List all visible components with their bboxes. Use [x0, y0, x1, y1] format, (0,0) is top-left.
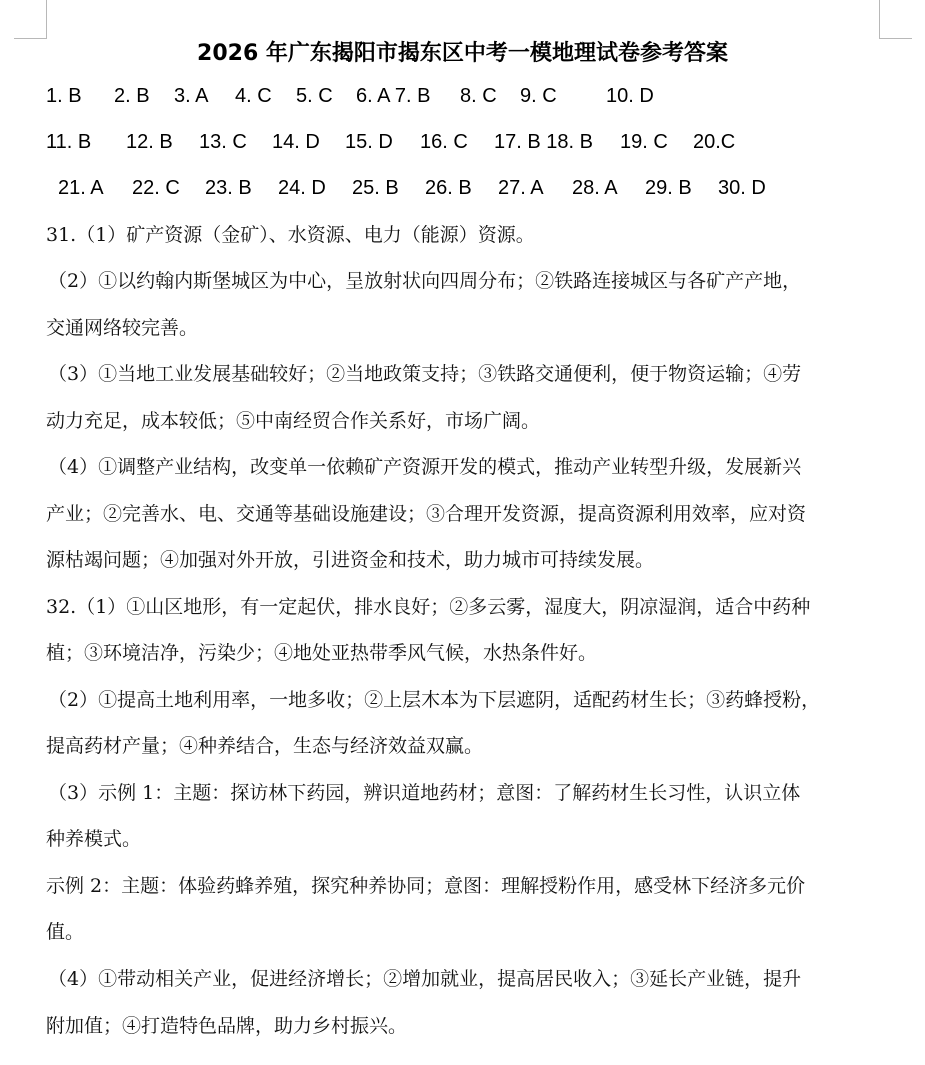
answer-32-part-3: （3）示例 1：主题：探访林下药园，辨识道地药材；意图：了解药材生长习性，认识立体 — [48, 782, 801, 804]
mc-answer: 13. C — [199, 131, 247, 153]
mc-answer: 22. C — [132, 177, 180, 199]
mc-answer: 30. D — [718, 177, 766, 199]
mc-answer: 21. A — [58, 177, 104, 199]
mc-answer: 24. D — [278, 177, 326, 199]
mc-answer: 16. C — [420, 131, 468, 153]
page-corner-mark-left — [14, 0, 47, 39]
mc-answer: 8. C — [460, 85, 497, 107]
page-title: 2026 年广东揭阳市揭东区中考一模地理试卷参考答案 — [197, 41, 728, 66]
answer-32-part-1: 32.（1）①山区地形，有一定起伏，排水良好；②多云雾，湿度大，阴凉湿润，适合中药种 — [46, 596, 811, 618]
mc-answer: 12. B — [126, 131, 173, 153]
mc-answer: 14. D — [272, 131, 320, 153]
answer-31-part-3-cont: 动力充足，成本较低；⑤中南经贸合作关系好，市场广阔。 — [46, 410, 541, 432]
answer-32-part-3-cont: 种养模式。 — [46, 828, 142, 850]
mc-answer: 11. B — [46, 131, 92, 153]
answer-31-part-2-cont: 交通网络较完善。 — [46, 317, 199, 339]
answer-32-part-3-example-2: 示例 2：主题：体验药蜂养殖，探究种养协同；意图：理解授粉作用，感受林下经济多元价 — [46, 875, 806, 897]
mc-answer: 23. B — [205, 177, 252, 199]
mc-answer: 1. B — [46, 85, 82, 107]
mc-answer: 20.C — [693, 131, 736, 153]
answer-31-part-4-cont: 产业；②完善水、电、交通等基础设施建设；③合理开发资源，提高资源利用效率，应对资 — [46, 503, 807, 525]
mc-answer: 9. C — [520, 85, 557, 107]
mc-answer: 10. D — [606, 85, 654, 107]
answer-32-part-4: （4）①带动相关产业，促进经济增长；②增加就业，提高居民收入；③延长产业链，提升 — [48, 968, 802, 990]
answer-31-part-1: 31.（1）矿产资源（金矿）、水资源、电力（能源）资源。 — [46, 224, 535, 246]
answer-32-part-2: （2）①提高土地利用率，一地多收；②上层木本为下层遮阴，适配药材生长；③药蜂授粉， — [48, 689, 821, 711]
answer-32-part-2-cont: 提高药材产量；④种养结合，生态与经济效益双赢。 — [46, 735, 484, 757]
mc-answer: 6. A 7. B — [356, 85, 431, 107]
answer-32-part-3-example-2-cont: 值。 — [46, 921, 85, 943]
mc-answer: 5. C — [296, 85, 333, 107]
mc-answer: 28. A — [572, 177, 618, 199]
answer-31-part-4-cont: 源枯竭问题；④加强对外开放，引进资金和技术，助力城市可持续发展。 — [46, 549, 655, 571]
mc-answer: 19. C — [620, 131, 668, 153]
mc-answer: 3. A — [174, 85, 209, 107]
answer-32-part-4-cont: 附加值；④打造特色品牌，助力乡村振兴。 — [46, 1015, 408, 1037]
mc-answer: 26. B — [425, 177, 472, 199]
mc-answer: 15. D — [345, 131, 393, 153]
mc-answer: 27. A — [498, 177, 544, 199]
mc-answer: 4. C — [235, 85, 272, 107]
mc-answer: 17. B 18. B — [494, 131, 593, 153]
answer-31-part-2: （2）①以约翰内斯堡城区为中心，呈放射状向四周分布；②铁路连接城区与各矿产产地， — [48, 270, 802, 292]
mc-answer: 25. B — [352, 177, 399, 199]
answer-31-part-4: （4）①调整产业结构，改变单一依赖矿产资源开发的模式，推动产业转型升级，发展新兴 — [48, 456, 802, 478]
mc-answer: 29. B — [645, 177, 692, 199]
mc-answer: 2. B — [114, 85, 150, 107]
answer-32-part-1-cont: 植；③环境洁净，污染少；④地处亚热带季风气候，水热条件好。 — [46, 642, 598, 664]
answer-31-part-3: （3）①当地工业发展基础较好；②当地政策支持；③铁路交通便利，便于物资运输；④劳 — [48, 363, 802, 385]
page-corner-mark-right — [879, 0, 912, 39]
